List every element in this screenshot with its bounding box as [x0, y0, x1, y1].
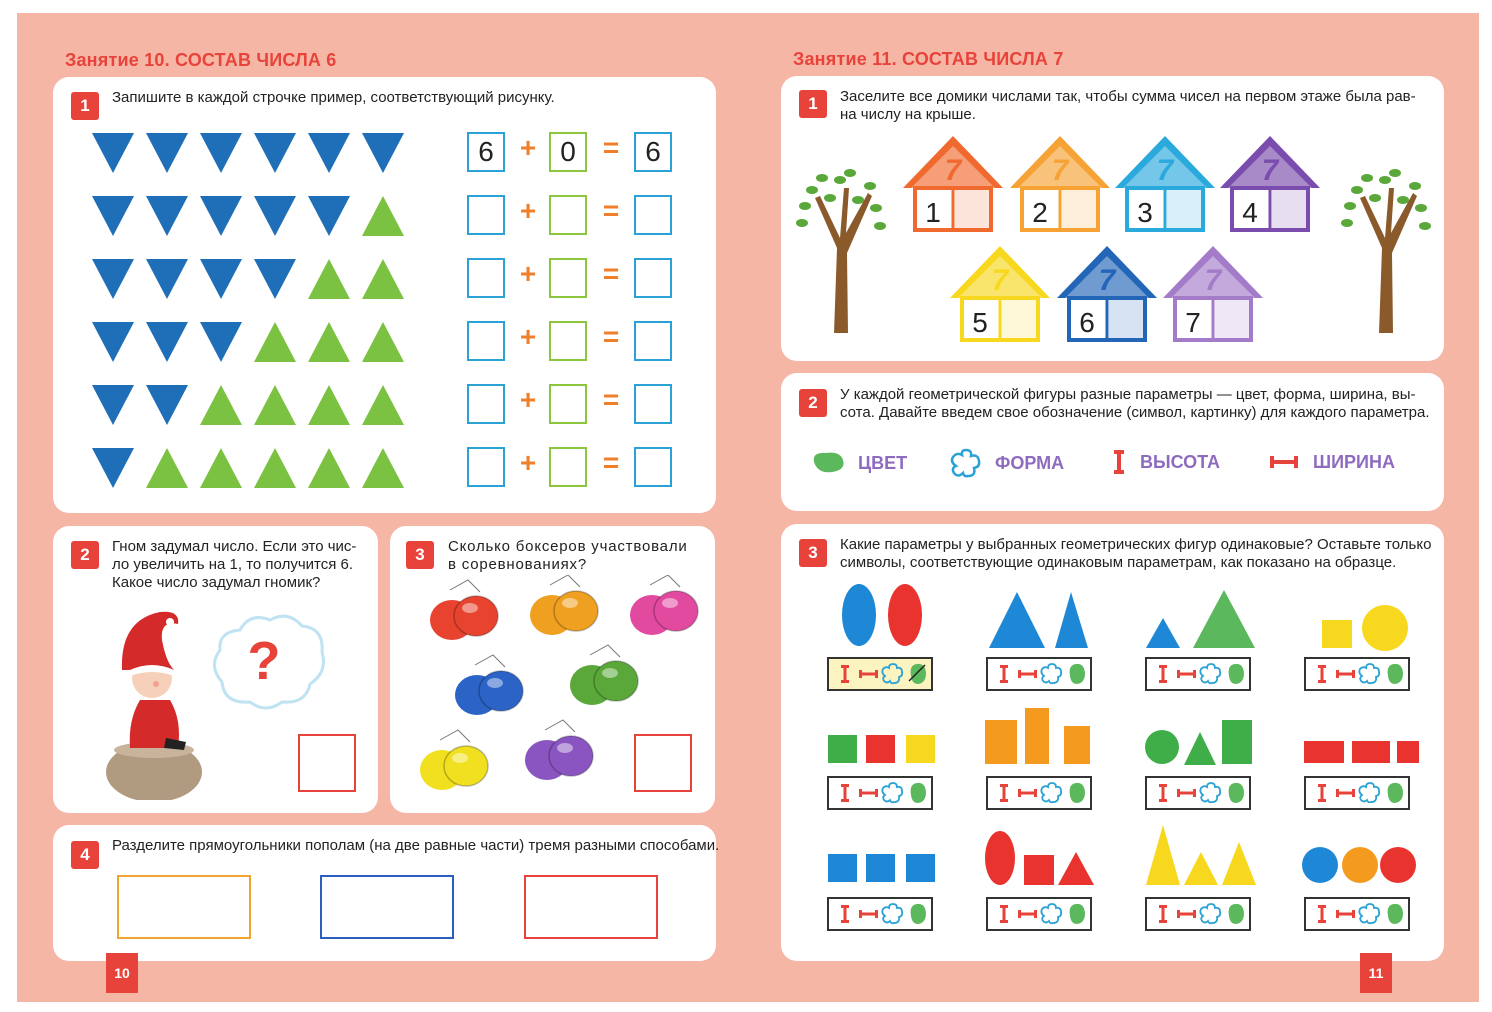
height-symbol-icon — [1318, 905, 1326, 923]
equals-sign: = — [602, 258, 620, 289]
circle — [1380, 847, 1416, 883]
rectangle — [1064, 726, 1090, 764]
triangle-down — [362, 133, 404, 173]
page-number: 10 — [106, 953, 138, 993]
glove-highlight — [557, 743, 573, 753]
triangle — [1222, 842, 1256, 885]
triangle-up — [362, 322, 404, 362]
triangle-up — [308, 385, 350, 425]
floor-number: 5 — [972, 307, 988, 338]
triangle-down — [92, 385, 134, 425]
color-symbol-icon — [911, 904, 926, 924]
task1-instruction — [840, 88, 1416, 124]
color-symbol-icon — [911, 783, 926, 803]
leaf — [874, 222, 886, 230]
symbol-row[interactable] — [1145, 776, 1251, 810]
sum-box[interactable] — [634, 447, 672, 487]
text-line: на числу на крыше. — [840, 106, 976, 123]
symbol-row[interactable] — [986, 657, 1092, 691]
sample-symbol-row[interactable] — [827, 657, 933, 691]
shape-symbol-icon — [1200, 783, 1220, 802]
symbol-row[interactable] — [1304, 776, 1410, 810]
symbol-row[interactable] — [827, 897, 933, 931]
task2-instruction — [112, 538, 356, 592]
triangle — [1193, 590, 1255, 648]
shape-symbol-icon — [1041, 904, 1061, 923]
square — [866, 854, 895, 882]
floor-number: 7 — [1185, 307, 1201, 338]
triangle-up — [146, 448, 188, 488]
addend-box[interactable] — [549, 258, 587, 298]
page-number: 11 — [1360, 953, 1392, 993]
rectangle — [1304, 741, 1344, 763]
height-symbol-icon — [1000, 665, 1008, 683]
color-symbol-icon — [810, 448, 850, 478]
glove-highlight — [562, 598, 578, 608]
leaf — [806, 186, 818, 194]
triangle-up — [362, 448, 404, 488]
symbol-row[interactable] — [986, 897, 1092, 931]
height-symbol-icon — [1000, 905, 1008, 923]
answer-box[interactable] — [298, 734, 356, 792]
square — [906, 854, 935, 882]
triangle-down — [200, 196, 242, 236]
leaf — [1415, 204, 1427, 212]
circle — [1362, 605, 1408, 651]
height-symbol-icon — [1000, 784, 1008, 802]
color-symbol-icon — [1388, 904, 1403, 924]
triangle-down — [200, 133, 242, 173]
circle — [1145, 730, 1179, 764]
task-number-badge: 1 — [799, 90, 827, 118]
symbol-row[interactable] — [1145, 657, 1251, 691]
parameter-symbols — [829, 659, 931, 689]
height-symbol-icon — [841, 784, 849, 802]
height-symbol-icon — [1159, 784, 1167, 802]
roof-number: 7 — [1156, 154, 1174, 187]
rectangle — [1352, 741, 1390, 763]
boxing-glove — [554, 591, 598, 631]
leaf — [796, 219, 808, 227]
geometric-figure-groups — [800, 580, 1440, 940]
width-symbol-icon — [1336, 789, 1355, 797]
leaf — [864, 182, 876, 190]
triangle-up — [362, 196, 404, 236]
leaf — [1379, 176, 1391, 184]
triangle-up — [362, 385, 404, 425]
equals-sign: = — [602, 447, 620, 478]
equals-sign: = — [602, 321, 620, 352]
height-symbol-icon — [1159, 905, 1167, 923]
triangle-down — [200, 259, 242, 299]
triangle-down — [146, 322, 188, 362]
parameter-symbols — [1147, 778, 1249, 808]
symbol-row[interactable] — [827, 776, 933, 810]
height-symbol-icon — [1318, 784, 1326, 802]
leaf — [816, 174, 828, 182]
width-symbol-icon — [1018, 910, 1037, 918]
oval — [842, 584, 876, 646]
triangle-down — [254, 133, 296, 173]
glove-lace — [590, 645, 620, 657]
addend-box[interactable] — [467, 321, 505, 361]
parameter-symbols — [1147, 659, 1249, 689]
parameter-symbols — [829, 778, 931, 808]
color-symbol-icon — [1388, 783, 1403, 803]
glove-lace — [440, 730, 470, 742]
triangle-down — [146, 259, 188, 299]
triangle-down — [92, 196, 134, 236]
triangle-rows — [80, 125, 410, 500]
task-number-badge: 3 — [799, 539, 827, 567]
boxing-glove — [479, 671, 523, 711]
width-symbol-icon — [1268, 454, 1302, 470]
triangle-up — [254, 448, 296, 488]
symbol-row[interactable] — [1145, 897, 1251, 931]
height-symbol-icon — [841, 905, 849, 923]
color-symbol-icon — [1070, 664, 1085, 684]
rectangle — [985, 720, 1017, 764]
triangle-up — [254, 322, 296, 362]
triangle-up — [308, 322, 350, 362]
square — [1322, 620, 1352, 648]
text-line: в соревнованиях? — [448, 556, 587, 573]
circle — [1302, 847, 1338, 883]
empty-cell — [1109, 300, 1143, 338]
task4-instruction: Разделите прямоугольники пополам (на две равные части) тремя разными способами. — [112, 837, 720, 854]
width-symbol-icon — [1177, 670, 1196, 678]
sum-box[interactable]: 6 — [634, 132, 672, 172]
addend-box[interactable] — [549, 321, 587, 361]
equals-sign: = — [602, 384, 620, 415]
glove-lace — [450, 580, 480, 592]
glove-highlight — [602, 668, 618, 678]
square — [1397, 741, 1419, 763]
width-symbol-icon — [1177, 910, 1196, 918]
leaf — [799, 202, 811, 210]
shape-symbol-icon — [1359, 904, 1379, 923]
leaf — [1351, 186, 1363, 194]
shape-symbol-icon — [1041, 783, 1061, 802]
roof-number: 7 — [991, 264, 1009, 297]
leaf — [1361, 174, 1373, 182]
glove-highlight — [462, 603, 478, 613]
color-symbol-icon — [1070, 783, 1085, 803]
triangle-up — [308, 259, 350, 299]
task-number-badge: 3 — [406, 541, 434, 569]
text-line: символы, соответствующие одинаковым параметрам, как показано на образце. — [840, 554, 1397, 571]
text-line: Заселите все домики числами так, чтобы сумма чисел на первом этаже была рав- — [840, 88, 1416, 105]
empty-cell — [1272, 190, 1306, 228]
task-number-badge: 2 — [799, 389, 827, 417]
leaf — [1389, 169, 1401, 177]
text-line: сота. Давайте введем свое обозначение (символ, картинку) для каждого параметра. — [840, 404, 1430, 421]
square — [906, 735, 935, 763]
plus-sign: + — [519, 321, 537, 352]
addend-box[interactable]: 6 — [467, 132, 505, 172]
triangle-up — [362, 259, 404, 299]
empty-cell — [1215, 300, 1249, 338]
shape-symbol-icon — [1041, 664, 1061, 683]
triangle-up — [200, 448, 242, 488]
tree-trunk — [1360, 188, 1417, 333]
triangle — [989, 592, 1045, 648]
text-line: Сколько боксеров участвовали — [448, 538, 688, 555]
roof-number: 7 — [1204, 264, 1222, 297]
task-number-badge: 2 — [71, 541, 99, 569]
width-symbol-icon — [1018, 670, 1037, 678]
equals-sign: = — [602, 195, 620, 226]
width-symbol-icon — [1177, 789, 1196, 797]
width-symbol-icon — [1018, 789, 1037, 797]
plus-sign: + — [519, 132, 537, 163]
param-shape-label: ФОРМА — [995, 453, 1065, 473]
glove-lace — [550, 575, 580, 587]
lesson-11-title: Занятие 11. СОСТАВ ЧИСЛА 7 — [793, 49, 1064, 69]
shape-symbol-icon — [882, 664, 902, 683]
task3-instruction — [840, 536, 1431, 572]
parameter-symbols — [988, 659, 1090, 689]
parameter-symbols — [1306, 778, 1408, 808]
triangle — [1184, 852, 1218, 885]
shape-symbol-icon — [1200, 664, 1220, 683]
plus-sign: + — [519, 258, 537, 289]
leaf — [824, 194, 836, 202]
triangle-down — [146, 385, 188, 425]
parameter-symbols — [829, 899, 931, 929]
leaf — [844, 169, 856, 177]
text-line: Какое число задумал гномик? — [112, 574, 321, 591]
addend-box[interactable] — [467, 258, 505, 298]
empty-cell — [1167, 190, 1201, 228]
roof-number: 7 — [1261, 154, 1279, 187]
empty-cell — [1062, 190, 1096, 228]
empty-cell — [1002, 300, 1036, 338]
triangle-down — [146, 196, 188, 236]
width-symbol-icon — [1336, 910, 1355, 918]
triangle-up — [308, 448, 350, 488]
answer-box[interactable] — [634, 734, 692, 792]
width-symbol-icon — [859, 789, 878, 797]
triangle-down — [92, 259, 134, 299]
triangle — [1184, 732, 1216, 765]
color-symbol-icon — [1070, 904, 1085, 924]
square — [1024, 855, 1054, 885]
plus-sign: + — [519, 447, 537, 478]
addend-box[interactable] — [549, 195, 587, 235]
boxing-glove — [444, 746, 488, 786]
text-line: У каждой геометрической фигуры разные параметры — цвет, форма, ширина, вы- — [840, 386, 1416, 403]
height-symbol-icon — [1112, 448, 1128, 478]
task3-instruction — [448, 538, 688, 574]
addend-box[interactable] — [467, 195, 505, 235]
circle — [1342, 847, 1378, 883]
leaf — [852, 196, 864, 204]
leaf — [1409, 182, 1421, 190]
triangle-down — [308, 133, 350, 173]
param-width-label: ШИРИНА — [1313, 452, 1395, 472]
roof-number: 7 — [1051, 154, 1069, 187]
tree-trunk — [815, 188, 872, 333]
height-symbol-icon — [841, 665, 849, 683]
shape-symbol-icon — [1359, 783, 1379, 802]
question-mark: ? — [247, 631, 281, 691]
leaf — [1341, 219, 1353, 227]
addend-box[interactable]: 0 — [549, 132, 587, 172]
triangle-down — [92, 448, 134, 488]
shape-symbol-icon — [1359, 664, 1379, 683]
symbol-row[interactable] — [1304, 897, 1410, 931]
leaf — [834, 176, 846, 184]
triangle-down — [146, 133, 188, 173]
symbol-row[interactable] — [1304, 657, 1410, 691]
boxing-glove — [654, 591, 698, 631]
square — [828, 735, 857, 763]
oval — [985, 831, 1015, 885]
square — [866, 735, 895, 763]
triangle-down — [254, 259, 296, 299]
boxing-glove — [549, 736, 593, 776]
roof-number: 7 — [1098, 264, 1116, 297]
triangle-down — [254, 196, 296, 236]
rectangle — [1025, 708, 1049, 764]
equals-sign: = — [602, 132, 620, 163]
addend-box[interactable] — [549, 447, 587, 487]
parameter-symbols — [988, 899, 1090, 929]
width-symbol-icon — [1336, 670, 1355, 678]
leaf — [1419, 222, 1431, 230]
leaf — [1369, 194, 1381, 202]
shape-symbol-icon — [1200, 904, 1220, 923]
width-symbol-icon — [859, 910, 878, 918]
plus-sign: + — [519, 384, 537, 415]
triangle-down — [92, 133, 134, 173]
glove-lace — [545, 720, 575, 732]
gnome-illustration — [100, 600, 220, 800]
sum-box[interactable] — [634, 258, 672, 298]
boxing-glove — [454, 596, 498, 636]
addend-box[interactable] — [467, 384, 505, 424]
triangle-up — [200, 385, 242, 425]
glove-lace — [650, 575, 680, 587]
color-symbol-icon — [1229, 783, 1244, 803]
square — [828, 854, 857, 882]
triangle — [1055, 592, 1088, 648]
floor-number: 2 — [1032, 197, 1048, 228]
shape-symbol-icon — [948, 446, 984, 480]
width-symbol-icon — [859, 670, 878, 678]
glove-highlight — [487, 678, 503, 688]
shape-symbol-icon — [882, 904, 902, 923]
task1-instruction: Запишите в каждой строчке пример, соответствующий рисунку. — [112, 89, 555, 106]
parameter-symbols — [1306, 899, 1408, 929]
text-line: Гном задумал число. Если это чис- — [112, 538, 357, 555]
param-height-label: ВЫСОТА — [1140, 452, 1221, 472]
sum-box[interactable] — [634, 384, 672, 424]
glove-highlight — [662, 598, 678, 608]
addend-box[interactable] — [549, 384, 587, 424]
empty-cell — [955, 190, 989, 228]
rectangle-to-divide[interactable] — [524, 875, 658, 939]
color-symbol-icon — [1229, 904, 1244, 924]
boxing-glove — [594, 661, 638, 701]
addend-box[interactable] — [467, 447, 505, 487]
plus-sign: + — [519, 195, 537, 226]
parameter-symbols — [988, 778, 1090, 808]
leaf — [1344, 202, 1356, 210]
houses-and-trees — [795, 128, 1435, 353]
task-number-badge: 1 — [71, 92, 99, 120]
task2-instruction — [840, 386, 1430, 422]
triangle-down — [308, 196, 350, 236]
lesson-10-title: Занятие 10. СОСТАВ ЧИСЛА 6 — [65, 50, 337, 70]
leaf — [870, 204, 882, 212]
rectangle-to-divide[interactable] — [117, 875, 251, 939]
floor-number: 6 — [1079, 307, 1095, 338]
shape-symbol-icon — [882, 783, 902, 802]
triangle-down — [92, 322, 134, 362]
task-number-badge: 4 — [71, 841, 99, 869]
parameter-symbols — [1306, 659, 1408, 689]
height-symbol-icon — [1159, 665, 1167, 683]
floor-number: 3 — [1137, 197, 1153, 228]
text-line: ло увеличить на 1, то получится 6. — [112, 556, 354, 573]
color-symbol-icon — [1388, 664, 1403, 684]
triangle — [1146, 825, 1180, 885]
triangle — [1146, 618, 1180, 648]
roof-number: 7 — [944, 154, 962, 187]
triangle-up — [254, 385, 296, 425]
triangle — [1058, 852, 1094, 885]
triangle-down — [200, 322, 242, 362]
symbol-row[interactable] — [986, 776, 1092, 810]
height-symbol-icon — [1318, 665, 1326, 683]
sum-box[interactable] — [634, 321, 672, 361]
text-line: Какие параметры у выбранных геометрических фигур одинаковые? Оставьте только — [840, 536, 1432, 553]
glove-highlight — [452, 753, 468, 763]
color-symbol-icon — [1229, 664, 1244, 684]
floor-number: 4 — [1242, 197, 1258, 228]
rectangle-to-divide[interactable] — [320, 875, 454, 939]
param-color-label: ЦВЕТ — [858, 453, 908, 473]
leaf — [1397, 196, 1409, 204]
rectangle — [1222, 720, 1252, 764]
sum-box[interactable] — [634, 195, 672, 235]
glove-lace — [475, 655, 505, 667]
parameter-symbols — [1147, 899, 1249, 929]
floor-number: 1 — [925, 197, 941, 228]
oval — [888, 584, 922, 646]
